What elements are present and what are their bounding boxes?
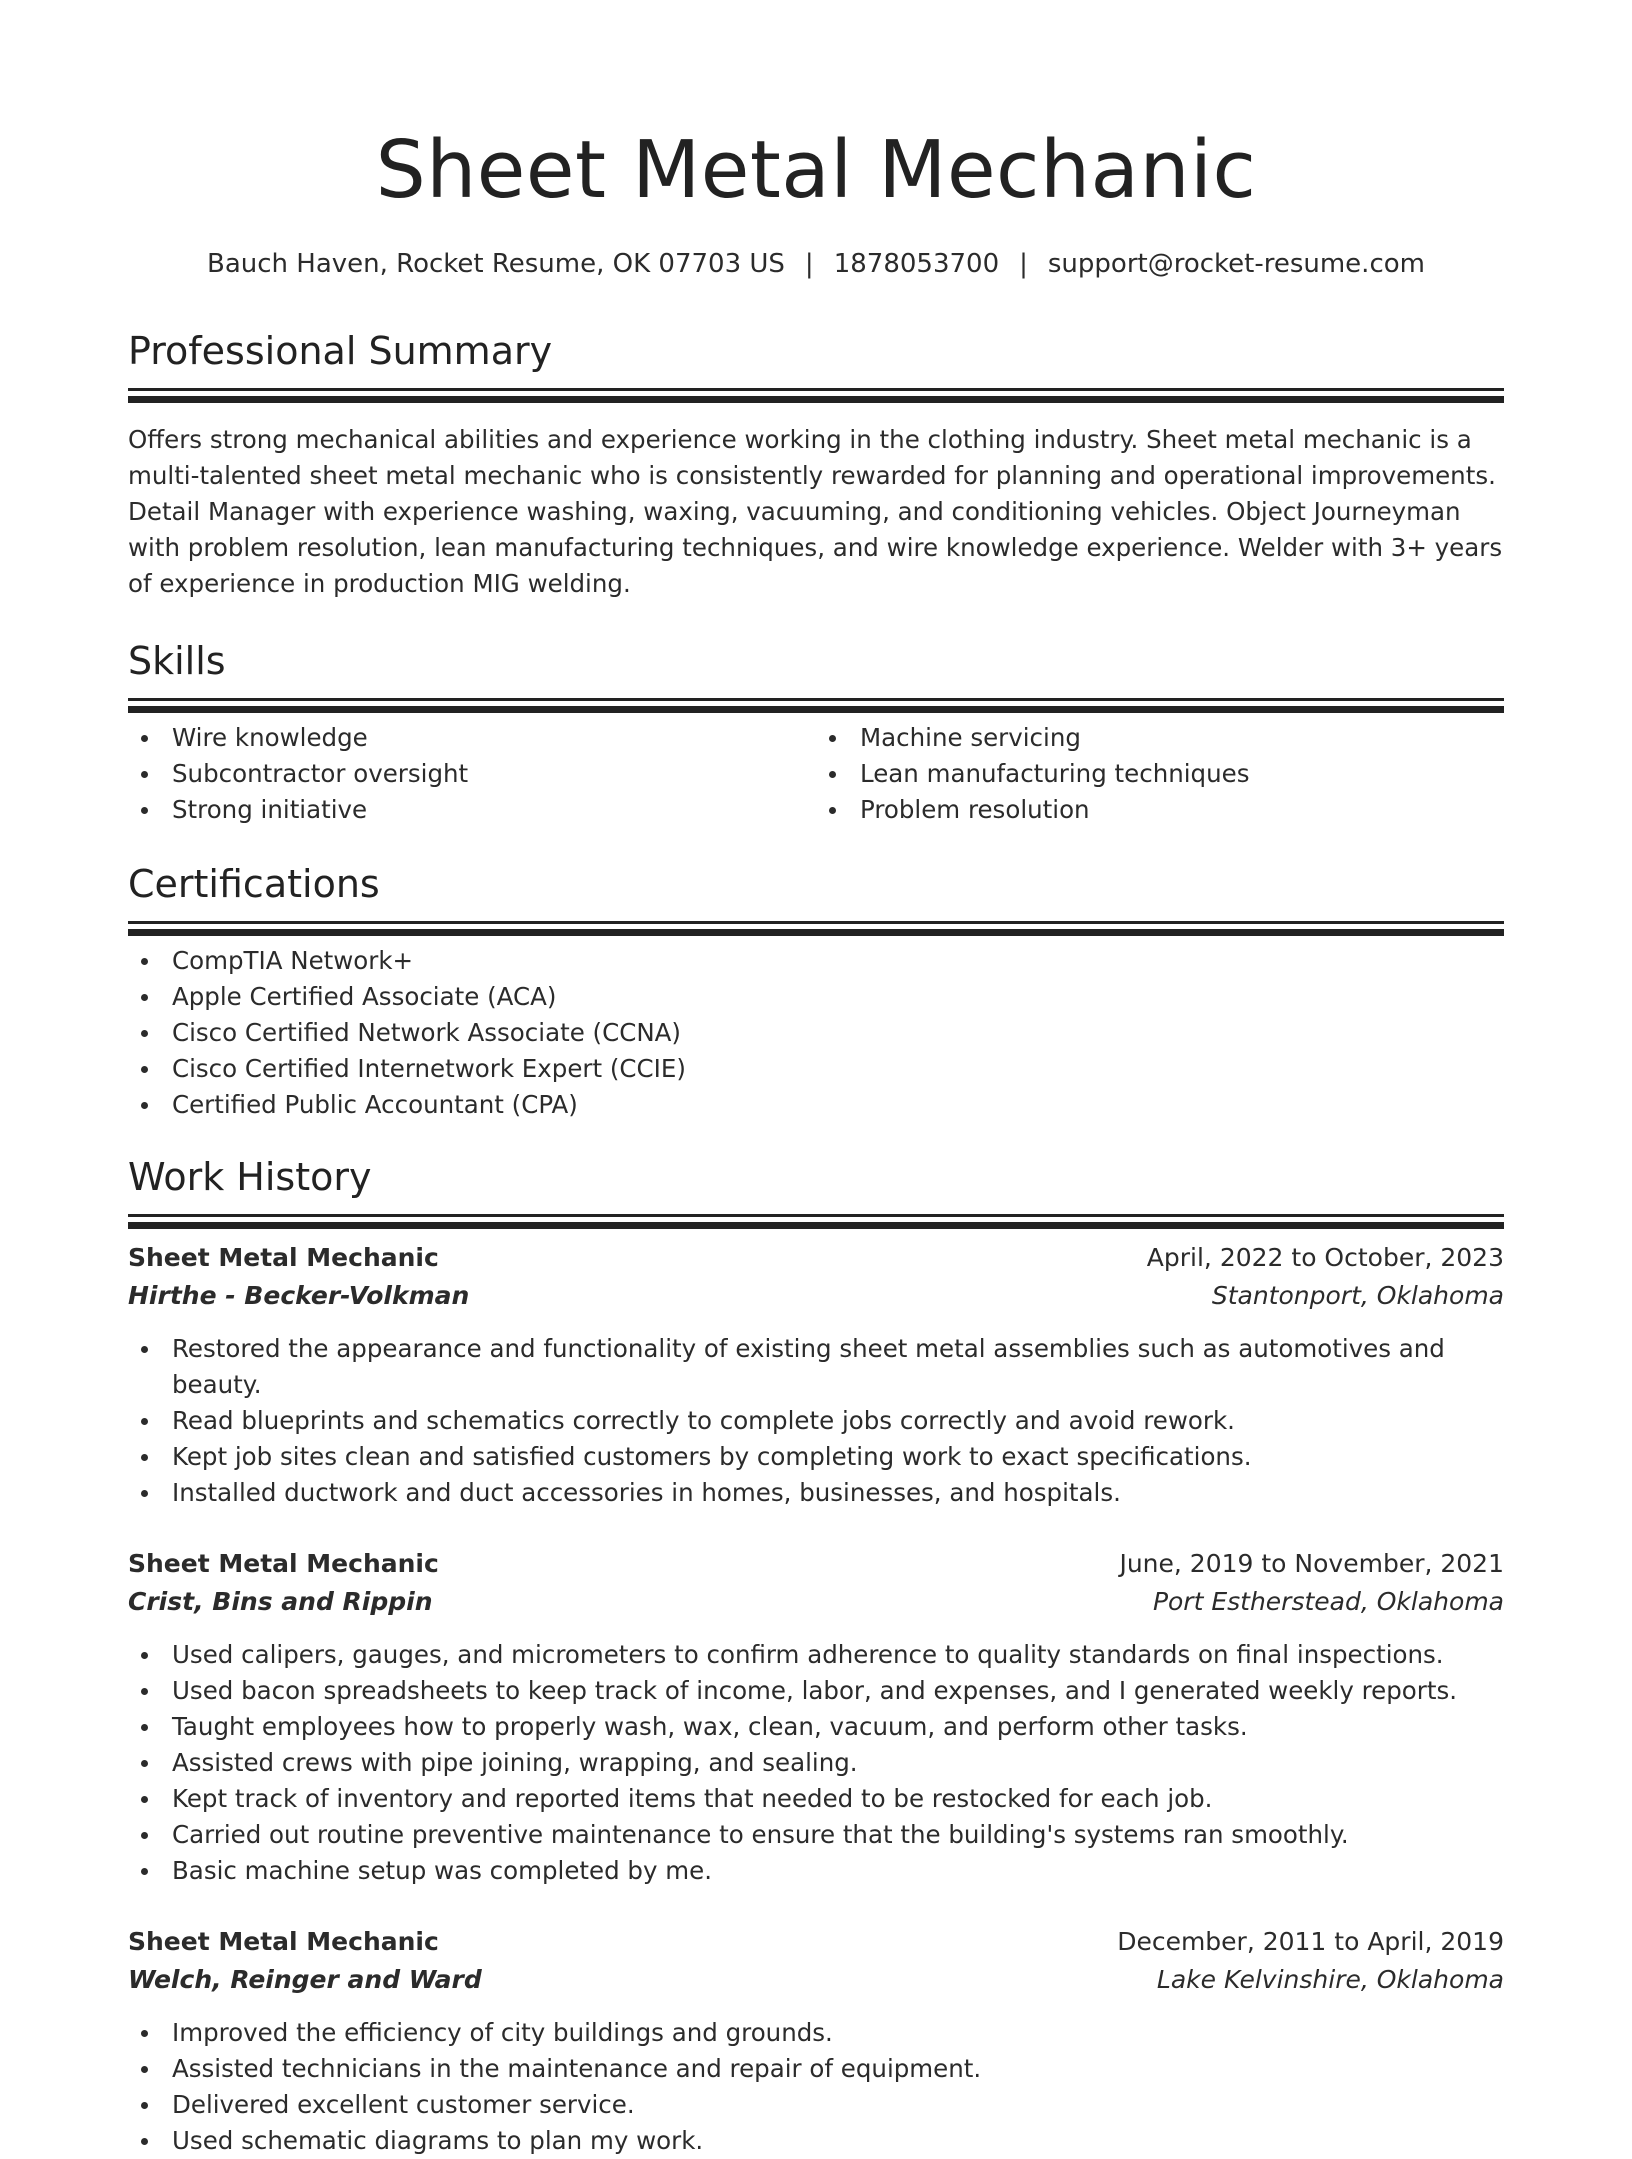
contact-phone: 1878053700 — [833, 249, 1000, 279]
section-title-skills: Skills — [128, 639, 226, 683]
job-entry — [128, 1545, 1504, 1889]
job-title: Sheet Metal Mechanic — [128, 1243, 439, 1272]
job-company: Crist, Bins and Rippin — [128, 1587, 433, 1616]
section-title-work-history: Work History — [128, 1155, 372, 1199]
section-divider — [128, 698, 1504, 701]
summary-section — [128, 326, 1504, 602]
resume-name: Sheet Metal Mechanic — [375, 124, 1257, 216]
certification-item: CompTIA Network+ — [128, 943, 1504, 979]
skills-grid — [128, 720, 1504, 828]
section-title-summary: Professional Summary — [128, 329, 553, 373]
job-duties-list — [128, 1331, 1504, 1511]
section-divider — [128, 921, 1504, 924]
job-duty-item: Improved the efficiency of city buildings and grounds. — [128, 2015, 1504, 2051]
job-duty-item: Kept job sites clean and satisfied customers by completing work to exact specifications. — [128, 1439, 1504, 1475]
job-duties-list — [128, 1637, 1504, 1889]
job-location: Lake Kelvinshire, Oklahoma — [1156, 1965, 1504, 1994]
summary-text: Offers strong mechanical abilities and experience working in the clothing industry. Sheet metal mechanic is a multi-talented sheet metal mechanic who is consistently rewarded for planning and operational improvements. Detail Manager with experience washing, waxing, vacuuming, and conditioning vehicles. Object Journeyman with problem resolution, lean manufacturing techniques, and wire knowledge experience. Welder with 3+ years of experience in production MIG welding. — [128, 425, 1503, 598]
job-title: Sheet Metal Mechanic — [128, 1549, 439, 1578]
job-header-row — [128, 1923, 1504, 1961]
job-duty-item: Delivered excellent customer service. — [128, 2087, 1504, 2123]
job-dates: June, 2019 to November, 2021 — [1119, 1549, 1504, 1578]
skills-list-left — [128, 720, 816, 828]
certification-item: Apple Certified Associate (ACA) — [128, 979, 1504, 1015]
job-duty-item: Assisted crews with pipe joining, wrapping, and sealing. — [128, 1745, 1504, 1781]
skill-item: Subcontractor oversight — [128, 756, 816, 792]
job-location: Stantonport, Oklahoma — [1211, 1281, 1504, 1310]
job-header-row — [128, 1239, 1504, 1277]
job-entry — [128, 1239, 1504, 1511]
job-duty-item: Used schematic diagrams to plan my work. — [128, 2123, 1504, 2159]
job-location: Port Estherstead, Oklahoma — [1152, 1587, 1504, 1616]
certifications-section — [128, 859, 1504, 1123]
job-entry — [128, 1923, 1504, 2159]
job-duty-item: Read blueprints and schematics correctly to complete jobs correctly and avoid rework. — [128, 1403, 1504, 1439]
job-duty-item: Taught employees how to properly wash, wax, clean, vacuum, and perform other tasks. — [128, 1709, 1504, 1745]
skill-item: Problem resolution — [816, 792, 1504, 828]
skills-section — [128, 636, 1504, 828]
skills-column-left — [128, 720, 816, 828]
job-duty-item: Used calipers, gauges, and micrometers to confirm adherence to quality standards on final inspections. — [128, 1637, 1504, 1673]
skill-item: Wire knowledge — [128, 720, 816, 756]
job-dates: December, 2011 to April, 2019 — [1117, 1927, 1504, 1956]
job-duty-item: Restored the appearance and functionality of existing sheet metal assemblies such as automotives and beauty. — [128, 1331, 1504, 1403]
section-divider — [128, 1214, 1504, 1217]
contact-separator: | — [1019, 249, 1028, 279]
skills-column-right — [816, 720, 1504, 828]
job-duty-item: Installed ductwork and duct accessories in homes, businesses, and hospitals. — [128, 1475, 1504, 1511]
job-duty-item: Kept track of inventory and reported items that needed to be restocked for each job. — [128, 1781, 1504, 1817]
job-company: Welch, Reinger and Ward — [128, 1965, 482, 1994]
job-duty-item: Carried out routine preventive maintenance to ensure that the building's systems ran smoothly. — [128, 1817, 1504, 1853]
certifications-list — [128, 943, 1504, 1123]
contact-address: Bauch Haven, Rocket Resume, OK 07703 US — [207, 249, 785, 279]
job-company-row — [128, 1961, 1504, 1999]
job-title: Sheet Metal Mechanic — [128, 1927, 439, 1956]
skill-item: Strong initiative — [128, 792, 816, 828]
job-duty-item: Basic machine setup was completed by me. — [128, 1853, 1504, 1889]
job-company: Hirthe - Becker-Volkman — [128, 1281, 470, 1310]
contact-separator: | — [804, 249, 814, 279]
contact-line — [128, 244, 1504, 284]
job-company-row — [128, 1583, 1504, 1621]
job-dates: April, 2022 to October, 2023 — [1146, 1243, 1504, 1272]
skill-item: Machine servicing — [816, 720, 1504, 756]
job-duty-item: Assisted technicians in the maintenance and repair of equipment. — [128, 2051, 1504, 2087]
job-duty-item: Used bacon spreadsheets to keep track of income, labor, and expenses, and I generated weekly reports. — [128, 1673, 1504, 1709]
resume-page — [128, 0, 1504, 2159]
section-divider — [128, 388, 1504, 391]
skill-item: Lean manufacturing techniques — [816, 756, 1504, 792]
contact-email: support@rocket-resume.com — [1047, 249, 1425, 279]
section-title-certifications: Certifications — [128, 862, 380, 906]
certification-item: Certified Public Accountant (CPA) — [128, 1087, 1504, 1123]
certification-item: Cisco Certified Network Associate (CCNA) — [128, 1015, 1504, 1051]
certification-item: Cisco Certified Internetwork Expert (CCIE) — [128, 1051, 1504, 1087]
work-history-section — [128, 1152, 1504, 2159]
skills-list-right — [816, 720, 1504, 828]
job-duties-list — [128, 2015, 1504, 2159]
job-header-row — [128, 1545, 1504, 1583]
job-company-row — [128, 1277, 1504, 1315]
